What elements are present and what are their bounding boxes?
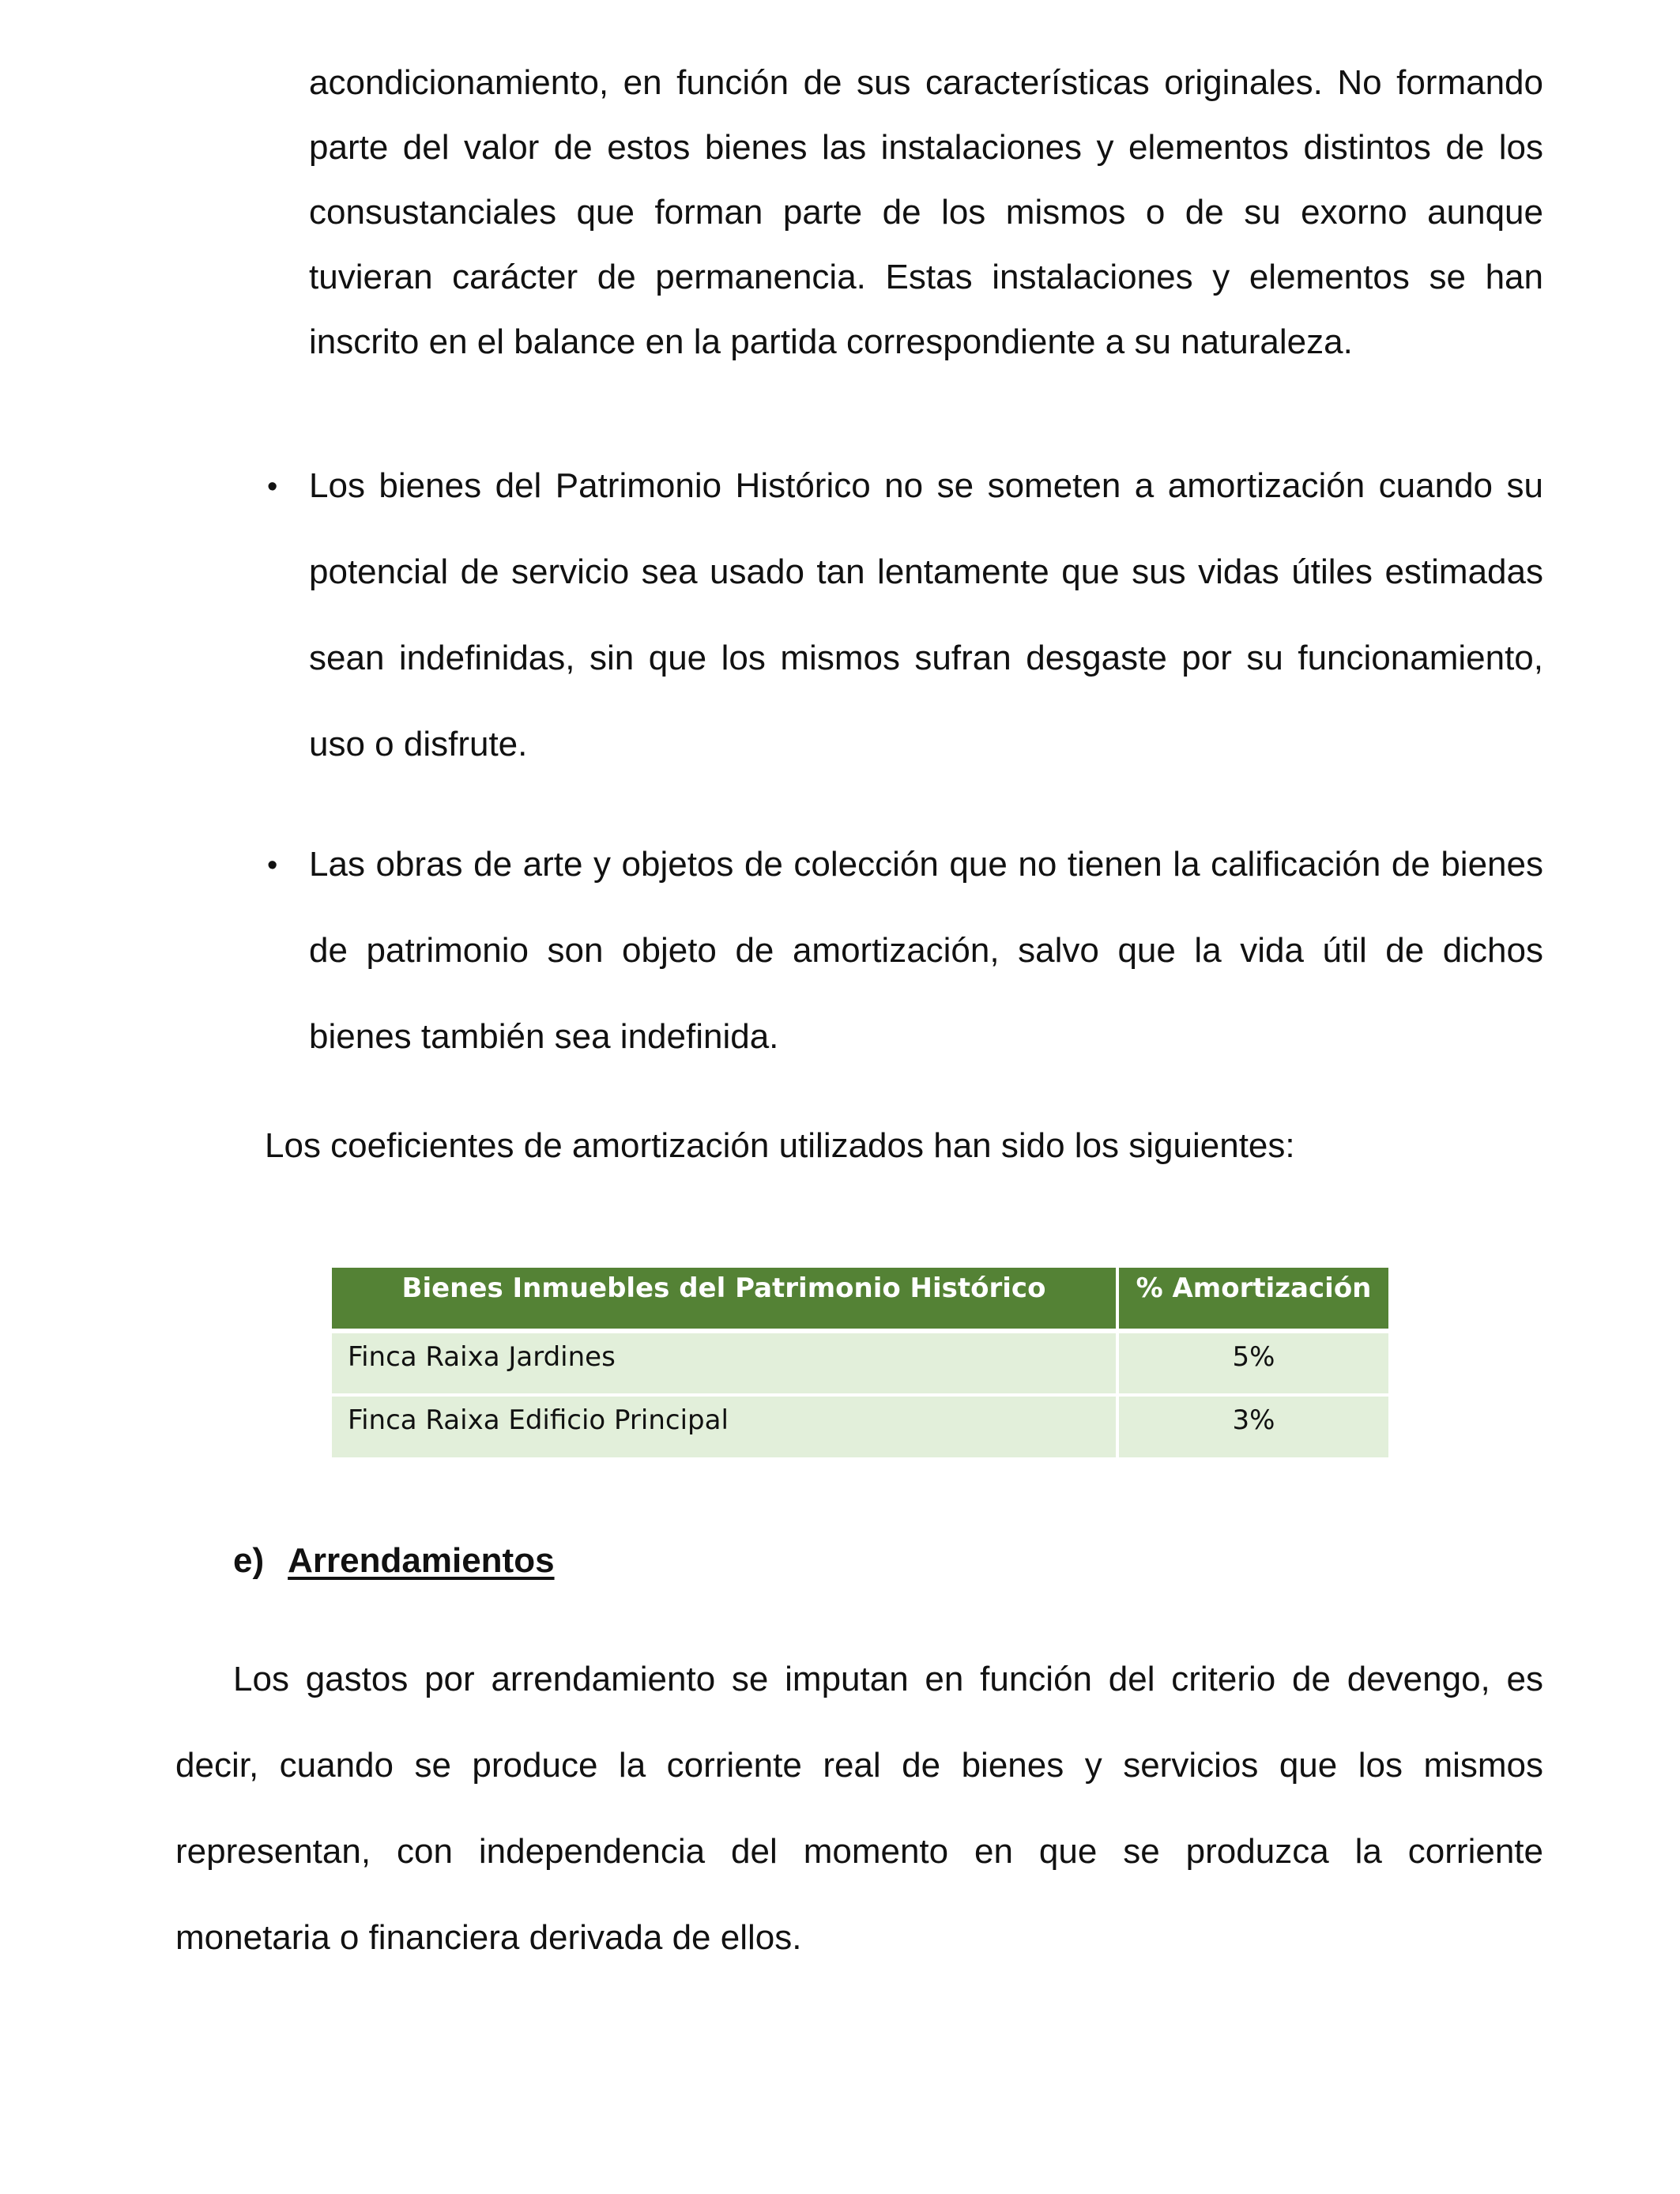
section-letter: e) bbox=[233, 1541, 265, 1580]
amortization-table bbox=[332, 1268, 1388, 1461]
table-row bbox=[332, 1331, 1388, 1395]
bullet-marker: • bbox=[267, 849, 278, 882]
table-header-bienes: Bienes Inmuebles del Patrimonio Histórico bbox=[332, 1268, 1117, 1331]
section-heading bbox=[233, 1533, 555, 1589]
table-header-row bbox=[332, 1268, 1388, 1331]
coefficients-intro: Los coeficientes de amortización utilizados han sido los siguientes: bbox=[265, 1126, 1295, 1165]
bullet-marker: • bbox=[267, 470, 278, 503]
table-cell-bien: Finca Raixa Jardines bbox=[332, 1331, 1117, 1395]
section-title: Arrendamientos bbox=[288, 1541, 555, 1580]
arrendamientos-paragraph: Los gastos por arrendamiento se imputan en función del criterio de devengo, es decir, cuando se produce la corriente real de bienes y servicios que los mismos representan, con independencia del momento en que se produzca la corriente monetaria o financiera derivada de ellos. bbox=[175, 1660, 1543, 1957]
table-cell-bien: Finca Raixa Edificio Principal bbox=[332, 1395, 1117, 1459]
table-row bbox=[332, 1395, 1388, 1459]
continuation-paragraph: acondicionamiento, en función de sus características originales. No formando parte del valor de estos bienes las instalaciones y elementos distintos de los consustanciales que forman parte de los mismos o de su exorno aunque tuvieran carácter de permanencia. Estas instalaciones y elementos se han inscrito en el balance en la partida correspondiente a su naturaleza. bbox=[309, 63, 1543, 361]
table-cell-porcentaje: 3% bbox=[1117, 1395, 1388, 1459]
bullet-item-amortizacion-patrimonio: Los bienes del Patrimonio Histórico no se someten a amortización cuando su potencial de servicio sea usado tan lentamente que sus vidas útiles estimadas sean indefinidas, sin que los mismos sufran desgaste por su funcionamiento, uso o disfrute. bbox=[309, 466, 1543, 763]
table-cell-porcentaje: 5% bbox=[1117, 1331, 1388, 1395]
table-header-amortizacion: % Amortización bbox=[1117, 1268, 1388, 1331]
bullet-item-obras-de-arte: Las obras de arte y objetos de colección que no tienen la calificación de bienes de patrimonio son objeto de amortización, salvo que la vida útil de dichos bienes también sea indefinida. bbox=[309, 845, 1543, 1056]
